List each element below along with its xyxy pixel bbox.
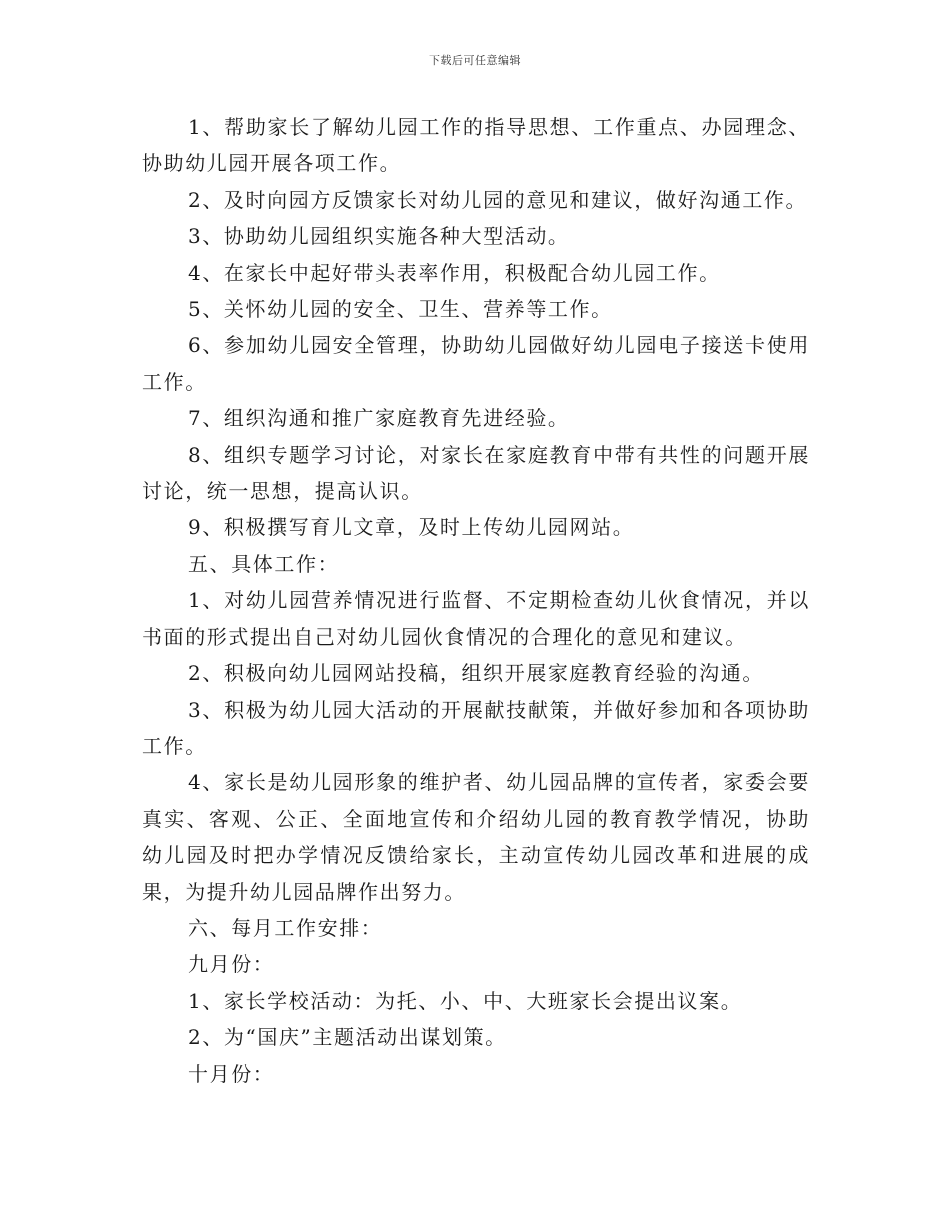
paragraph: 3、协助幼儿园组织实施各种大型活动。: [188, 224, 570, 249]
paragraph: 1、帮助家长了解幼儿园工作的指导思想、工作重点、办园理念、协助幼儿园开展各项工作。: [142, 115, 810, 176]
paragraph: 4、家长是幼儿园形象的维护者、幼儿园品牌的宣传者，家委会要真实、客观、公正、全面地宣传和介绍幼儿园的教育教学情况，协助幼儿园及时把办学情况反馈给家长，主动宣传幼儿园改革和进展的成果，为提升幼儿园品牌作出努力。: [142, 770, 810, 904]
paragraph: 6、参加幼儿园安全管理，协助幼儿园做好幼儿园电子接送卡使用工作。: [142, 333, 810, 394]
paragraph: 1、对幼儿园营养情况进行监督、不定期检查幼儿伙食情况，并以书面的形式提出自己对幼儿园伙食情况的合理化的意见和建议。: [142, 588, 810, 649]
document-body: [142, 109, 810, 1092]
paragraph: 5、关怀幼儿园的安全、卫生、营养等工作。: [188, 297, 613, 322]
paragraph: 3、积极为幼儿园大活动的开展献技献策，并做好参加和各项协助工作。: [142, 697, 810, 758]
section-heading: 六、每月工作安排：: [188, 915, 383, 940]
paragraph: 1、家长学校活动：为托、小、中、大班家长会提出议案。: [188, 988, 743, 1013]
header-note: 下载后可任意编辑: [429, 54, 521, 67]
paragraph: 2、及时向园方反馈家长对幼儿园的意见和建议，做好沟通工作。: [188, 187, 808, 212]
paragraph: 7、组织沟通和推广家庭教育先进经验。: [188, 406, 570, 431]
paragraph: 4、在家长中起好带头表率作用，积极配合幼儿园工作。: [188, 260, 721, 285]
paragraph: 8、组织专题学习讨论，对家长在家庭教育中带有共性的问题开展讨论，统一思想，提高认识。: [142, 442, 810, 504]
paragraph: 2、为“国庆”主题活动出谋划策。: [188, 1025, 507, 1050]
paragraph: 2、积极向幼儿园网站投稿，组织开展家庭教育经验的沟通。: [188, 661, 764, 686]
month-heading: 九月份：: [188, 952, 275, 977]
section-heading: 五、具体工作：: [188, 551, 340, 576]
paragraph: 9、积极撰写育儿文章，及时上传幼儿园网站。: [188, 515, 635, 540]
month-heading: 十月份：: [188, 1061, 275, 1086]
